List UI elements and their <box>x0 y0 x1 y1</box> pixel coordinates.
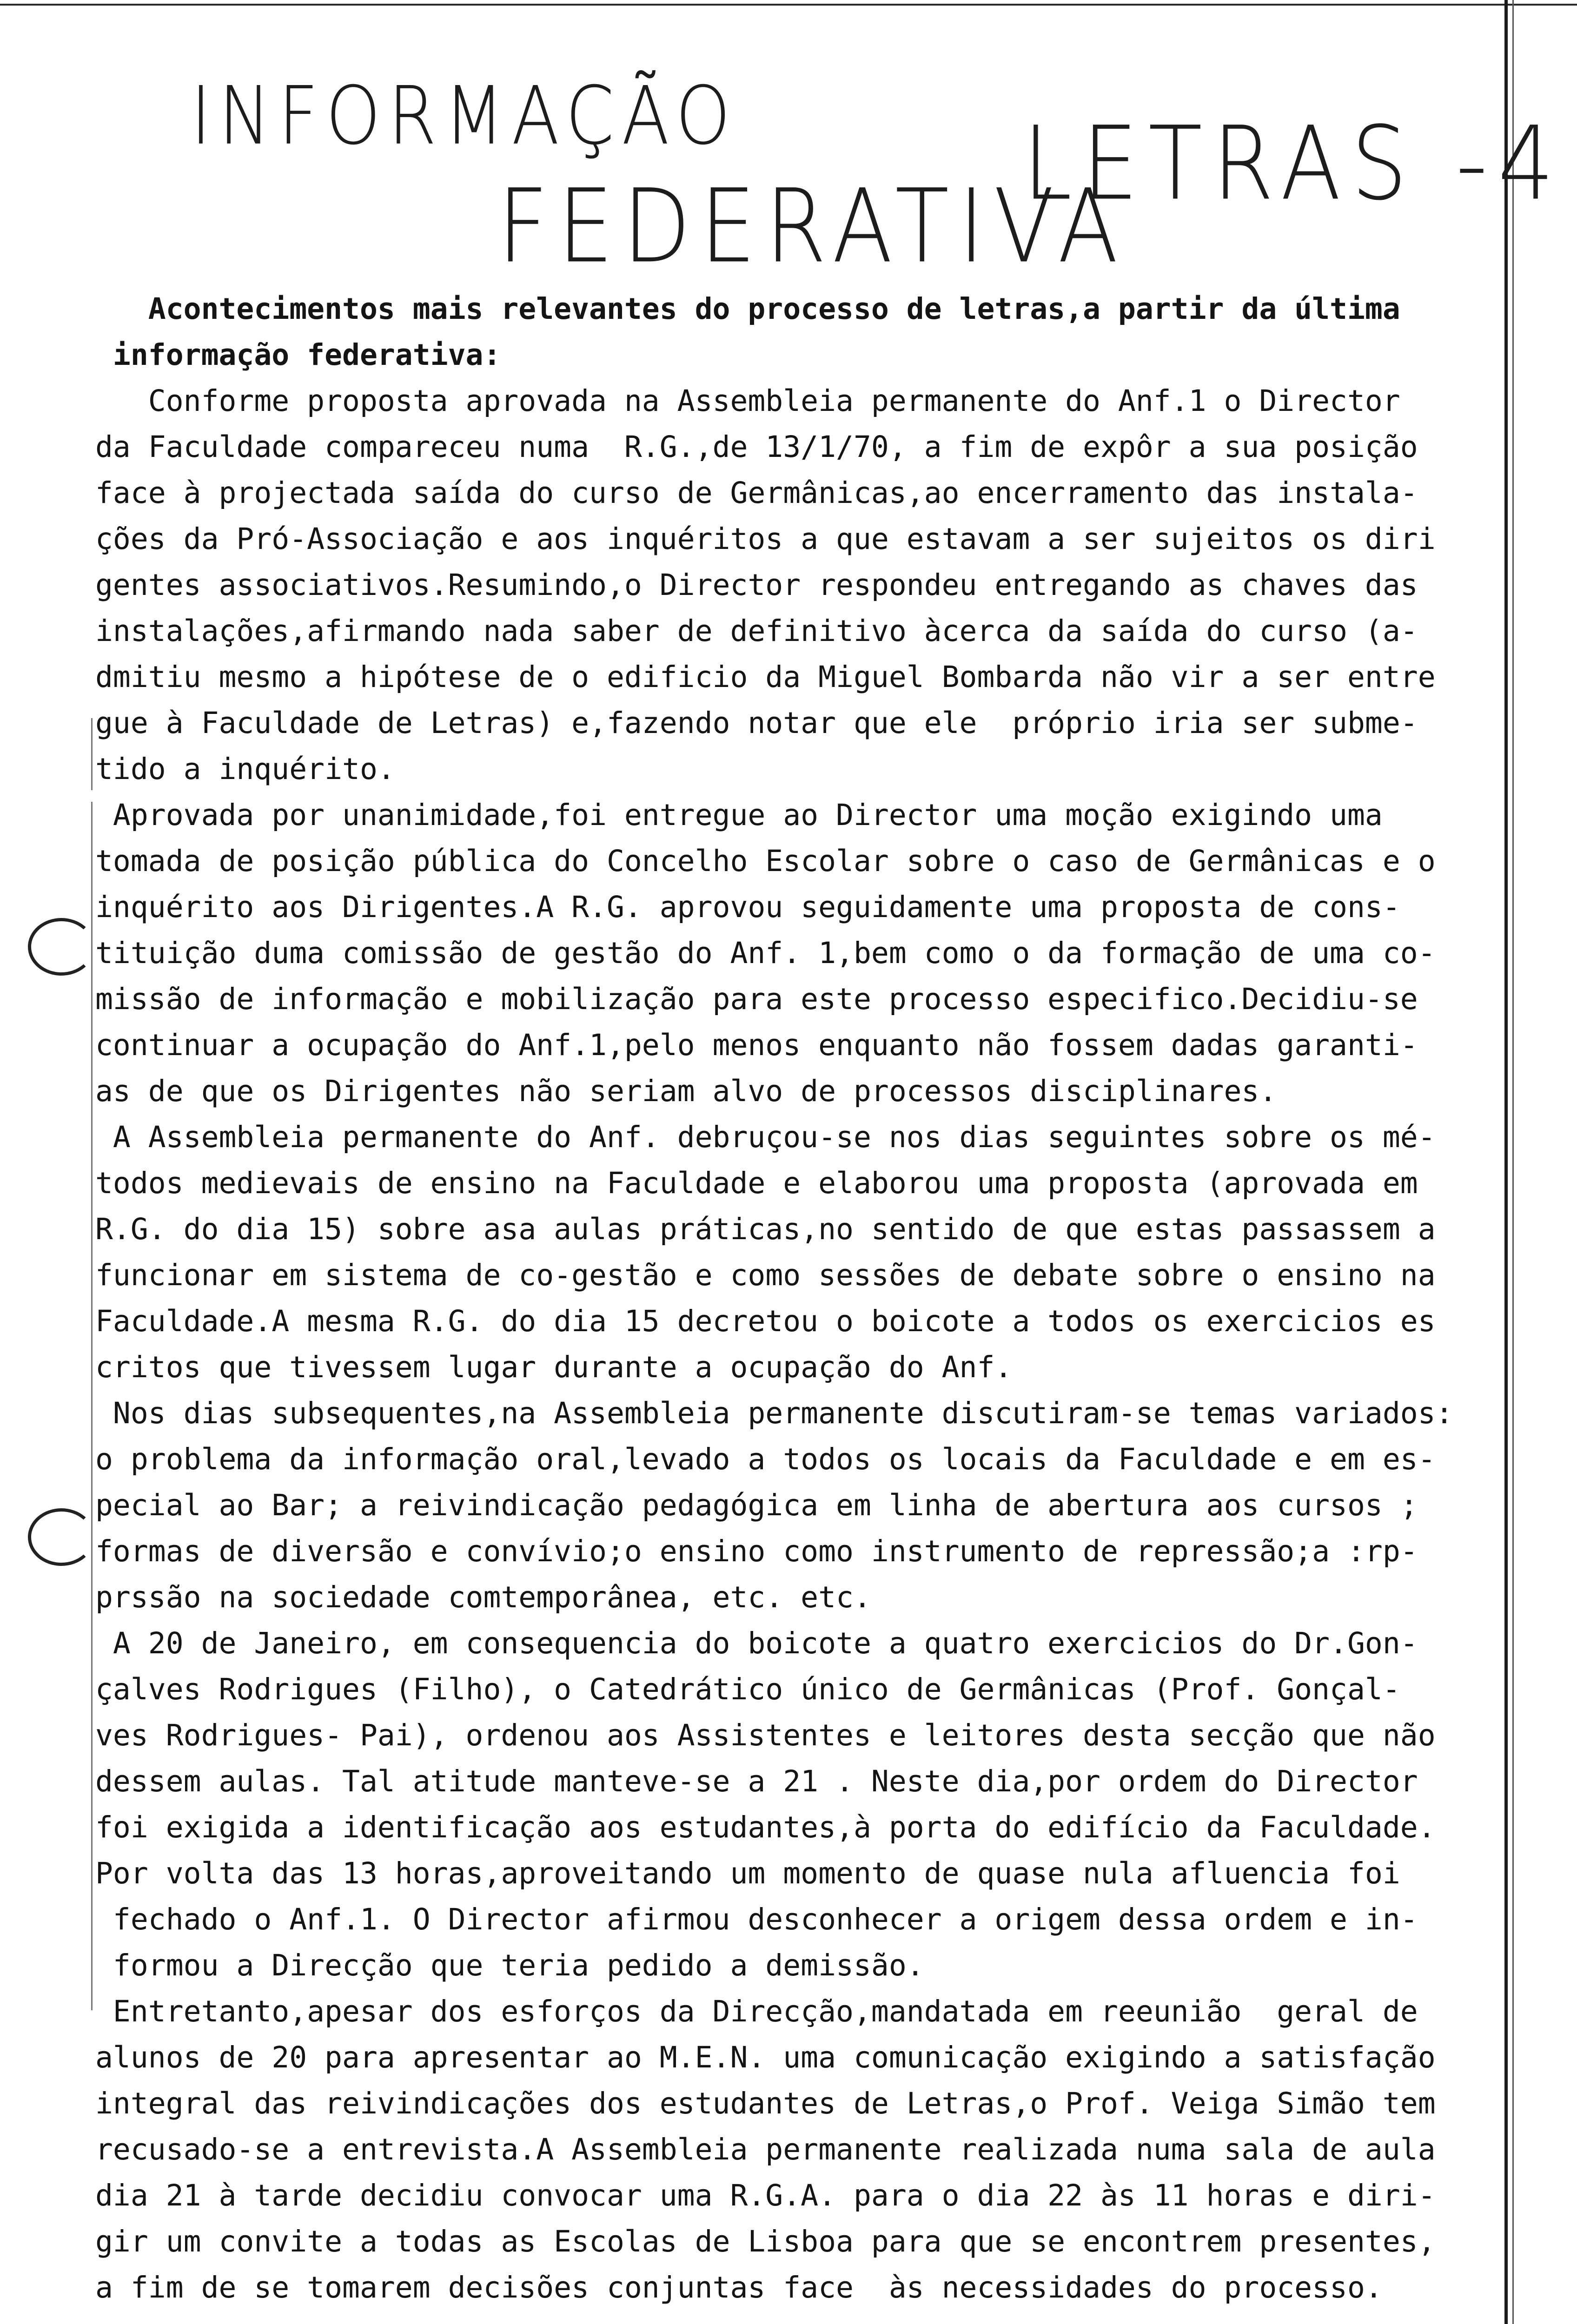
text-line: o problema da informação oral,levado a todos os locais da Faculdade e em es- <box>95 1442 1436 1476</box>
text-line: R.G. do dia 15) sobre asa aulas práticas,no sentido de que estas passassem a <box>95 1212 1436 1246</box>
text-line: tomada de posição pública do Concelho Escolar sobre o caso de Germânicas e o <box>95 844 1436 878</box>
left-margin-mark <box>91 718 93 790</box>
text-line: informação federativa: <box>95 338 501 372</box>
text-line: integral das reivindicações dos estudantes de Letras,o Prof. Veiga Simão tem <box>95 2086 1436 2120</box>
text-line: face à projectada saída do curso de Germânicas,ao encerramento das instala- <box>95 476 1418 510</box>
text-line: continuar a ocupação do Anf.1,pelo menos enquanto não fossem dadas garanti- <box>95 1028 1418 1062</box>
text-line: fechado o Anf.1. O Director afirmou desconhecer a origem dessa ordem e in- <box>95 1902 1418 1936</box>
text-line: ções da Pró-Associação e aos inquéritos a que estavam a ser sujeitos os diri <box>95 522 1436 556</box>
punch-hole-icon <box>28 1508 95 1566</box>
text-line: Aprovada por unanimidade,foi entregue ao Director uma moção exigindo uma <box>95 798 1383 832</box>
text-line: gentes associativos.Resumindo,o Director respondeu entregando as chaves das <box>95 568 1418 602</box>
text-line: gue à Faculdade de Letras) e,fazendo notar que ele próprio iria ser subme- <box>95 706 1418 740</box>
text-line: formou a Direcção que teria pedido a demissão. <box>95 1948 924 1982</box>
text-line: formas de diversão e convívio;o ensino como instrumento de repressão;a :rp- <box>95 1534 1418 1568</box>
text-line: da Faculdade compareceu numa R.G.,de 13/1/70, a fim de expôr a sua posição <box>95 430 1418 464</box>
text-line: A 20 de Janeiro, em consequencia do boicote a quatro exercicios do Dr.Gon- <box>95 1626 1418 1660</box>
text-line: missão de informação e mobilização para este processo especifico.Decidiu-se <box>95 982 1418 1016</box>
text-line: a fim de se tomarem decisões conjuntas face às necessidades do processo. <box>95 2271 1383 2304</box>
title-line-1: INFORMAÇÃO <box>191 70 738 163</box>
punch-hole-icon <box>28 918 95 976</box>
right-margin-rule-2 <box>1512 0 1514 2324</box>
text-line: Faculdade.A mesma R.G. do dia 15 decretou o boicote a todos os exercicios es <box>95 1304 1436 1338</box>
text-line: gir um convite a todas as Escolas de Lisboa para que se encontrem presentes, <box>95 2225 1436 2258</box>
text-line: funcionar em sistema de co-gestão e como sessões de debate sobre o ensino na <box>95 1258 1436 1292</box>
text-line: recusado-se a entrevista.A Assembleia permanente realizada numa sala de aula <box>95 2133 1436 2166</box>
text-line: Acontecimentos mais relevantes do processo de letras,a partir da última <box>95 292 1400 326</box>
title-line-2: FEDERATIVA <box>497 167 1128 286</box>
text-line: as de que os Dirigentes não seriam alvo de processos disciplinares. <box>95 1074 1277 1108</box>
left-margin-line <box>91 802 93 2010</box>
document-tag: LETRAS -4 <box>1023 105 1564 223</box>
text-line: dia 21 à tarde decidiu convocar uma R.G.A. para o dia 22 às 11 horas e diri- <box>95 2179 1436 2212</box>
text-line: prssão na sociedade comtemporânea, etc. etc. <box>95 1580 871 1614</box>
text-line: critos que tivessem lugar durante a ocupação do Anf. <box>95 1350 1013 1384</box>
text-line: todos medievais de ensino na Faculdade e elaborou uma proposta (aprovada em <box>95 1166 1418 1200</box>
text-line: tido a inquérito. <box>95 752 395 786</box>
text-line: pecial ao Bar; a reivindicação pedagógica em linha de abertura aos cursos ; <box>95 1488 1418 1522</box>
text-line: Entretanto,apesar dos esforços da Direcção,mandatada em reeunião geral de <box>95 1994 1418 2028</box>
text-line: Nos dias subsequentes,na Assembleia permanente discutiram-se temas variados: <box>95 1396 1453 1430</box>
text-line: dessem aulas. Tal atitude manteve-se a 21 . Neste dia,por ordem do Director <box>95 1764 1418 1798</box>
text-line: inquérito aos Dirigentes.A R.G. aprovou seguidamente uma proposta de cons- <box>95 890 1400 924</box>
document-body <box>95 286 1509 2311</box>
text-line: ves Rodrigues- Pai), ordenou aos Assistentes e leitores desta secção que não <box>95 1718 1436 1752</box>
text-line: A Assembleia permanente do Anf. debruçou-se nos dias seguintes sobre os mé- <box>95 1120 1436 1154</box>
text-line: çalves Rodrigues (Filho), o Catedrático único de Germânicas (Prof. Gonçal- <box>95 1672 1400 1706</box>
text-line: Por volta das 13 horas,aproveitando um momento de quase nula afluencia foi <box>95 1856 1400 1890</box>
text-line: dmitiu mesmo a hipótese de o edificio da Miguel Bombarda não vir a ser entre <box>95 660 1436 694</box>
text-line: instalações,afirmando nada saber de definitivo àcerca da saída do curso (a- <box>95 614 1418 648</box>
text-line: Conforme proposta aprovada na Assembleia permanente do Anf.1 o Director <box>95 384 1400 418</box>
top-rule <box>0 4 1577 6</box>
text-line: tituição duma comissão de gestão do Anf. 1,bem como o da formação de uma co- <box>95 936 1436 970</box>
text-line: foi exigida a identificação aos estudantes,à porta do edifício da Faculdade. <box>95 1810 1436 1844</box>
text-line: alunos de 20 para apresentar ao M.E.N. uma comunicação exigindo a satisfação <box>95 2040 1436 2074</box>
